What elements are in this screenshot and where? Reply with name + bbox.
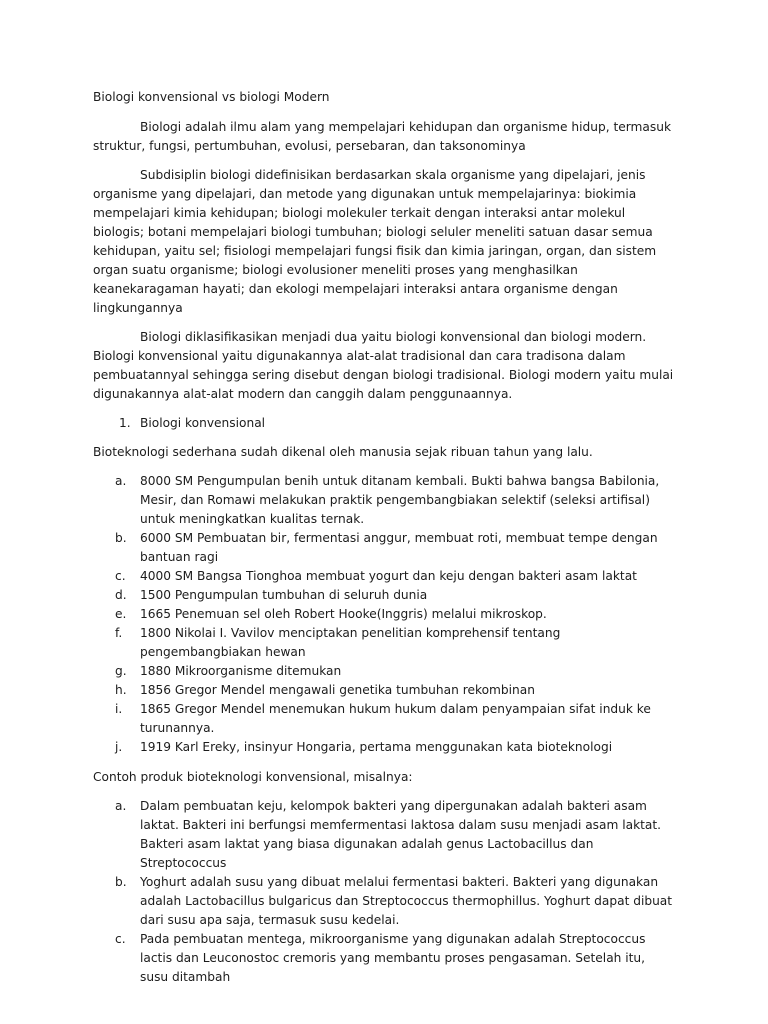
list-item-text: 1500 Pengumpulan tumbuhan di seluruh dunia <box>140 588 428 602</box>
list-item-text: 1919 Karl Ereky, insinyur Hongaria, pertama menggunakan kata bioteknologi <box>140 740 613 754</box>
list-marker: e. <box>115 607 127 621</box>
list-marker: c. <box>115 569 126 583</box>
list-item <box>93 662 675 681</box>
list-item <box>93 681 675 700</box>
list-marker: b. <box>115 531 127 545</box>
list-item-text: 4000 SM Bangsa Tionghoa membuat yogurt dan keju dengan bakteri asam laktat <box>140 569 637 583</box>
list-item <box>93 605 675 624</box>
section-heading: Biologi konvensional <box>140 416 266 430</box>
paragraph-definition: Biologi adalah ilmu alam yang mempelajari kehidupan dan organisme hidup, termasuk struktur, fungsi, pertumbuhan, evolusi, persebaran, dan taksonominya <box>93 120 672 153</box>
list-marker: b. <box>115 875 127 889</box>
list-item-text: 1800 Nikolai I. Vavilov menciptakan penelitian komprehensif tentang pengembangbiakan hewan <box>140 626 561 659</box>
list-item <box>93 700 675 738</box>
list-item <box>93 738 675 757</box>
list-item-text: Dalam pembuatan keju, kelompok bakteri yang dipergunakan adalah bakteri asam laktat. Bakteri ini berfungsi memfermentasi laktosa dalam susu menjadi asam laktat. Bakteri asam laktat yang biasa digunakan adalah genus Lactobacillus dan Streptococcus <box>140 799 662 870</box>
list-marker: a. <box>115 474 127 488</box>
list-item-text: 6000 SM Pembuatan bir, fermentasi anggur, membuat roti, membuat tempe dengan bantuan ragi <box>140 531 658 564</box>
list-marker: f. <box>115 626 123 640</box>
list-item <box>93 472 675 529</box>
list-item-text: 1856 Gregor Mendel mengawali genetika tumbuhan rekombinan <box>140 683 535 697</box>
list-marker: d. <box>115 588 127 602</box>
list-item <box>93 797 675 873</box>
section-item <box>93 414 675 433</box>
section-list <box>93 414 675 433</box>
produk-intro: Contoh produk bioteknologi konvensional, misalnya: <box>93 770 413 784</box>
list-item <box>93 586 675 605</box>
list-item <box>93 624 675 662</box>
list-item <box>93 930 675 987</box>
bioteknologi-intro: Bioteknologi sederhana sudah dikenal oleh manusia sejak ribuan tahun yang lalu. <box>93 445 593 459</box>
list-item-text: 1880 Mikroorganisme ditemukan <box>140 664 342 678</box>
list-item-text: Yoghurt adalah susu yang dibuat melalui fermentasi bakteri. Bakteri yang digunakan adalah Lactobacillus bulgaricus dan Streptococcus thermophillus. Yoghurt dapat dibuat dari susu apa saja, termasuk susu kedelai. <box>140 875 673 927</box>
document-body <box>93 88 675 998</box>
list-item <box>93 529 675 567</box>
list-marker: h. <box>115 683 127 697</box>
list-item-text: Pada pembuatan mentega, mikroorganisme yang digunakan adalah Streptococcus lactis dan Leuconostoc cremoris yang membantu proses pengasaman. Setelah itu, susu ditambah <box>140 932 646 984</box>
list-item-text: 1865 Gregor Mendel menemukan hukum hukum dalam penyampaian sifat induk ke turunannya. <box>140 702 651 735</box>
list-marker: a. <box>115 799 127 813</box>
produk-list <box>93 797 675 987</box>
list-marker: j. <box>115 740 123 754</box>
list-marker: g. <box>115 664 127 678</box>
section-marker: 1. <box>119 416 131 430</box>
list-marker: i. <box>115 702 123 716</box>
history-list <box>93 472 675 757</box>
paragraph-subdisciplines: Subdisiplin biologi didefinisikan berdasarkan skala organisme yang dipelajari, jenis organisme yang dipelajari, dan metode yang digunakan untuk mempelajarinya: biokimia mempelajari kimia kehidupan; biologi molekuler terkait dengan interaksi antar molekul biologis; botani mempelajari biologi tumbuhan; biologi seluler meneliti satuan dasar semua kehidupan, yaitu sel; fisiologi mempelajari fungsi fisik dan kimia jaringan, organ, dan sistem organ suatu organisme; biologi evolusioner meneliti proses yang menghasilkan keanekaragaman hayati; dan ekologi mempelajari interaksi antara organisme dengan lingkungannya <box>93 168 657 315</box>
list-item <box>93 567 675 586</box>
list-item-text: 1665 Penemuan sel oleh Robert Hooke(Inggris) melalui mikroskop. <box>140 607 547 621</box>
list-item <box>93 873 675 930</box>
document-title: Biologi konvensional vs biologi Modern <box>93 90 330 104</box>
list-item-text: 8000 SM Pengumpulan benih untuk ditanam kembali. Bukti bahwa bangsa Babilonia, Mesir, dan Romawi melakukan praktik pengembangbiakan selektif (seleksi artifisal) untuk meningkatkan kualitas ternak. <box>140 474 660 526</box>
list-marker: c. <box>115 932 126 946</box>
paragraph-classification: Biologi diklasifikasikan menjadi dua yaitu biologi konvensional dan biologi modern. Biologi konvensional yaitu digunakannya alat-alat tradisional dan cara tradisona dalam pembuatannyal sehingga sering disebut dengan biologi tradisional. Biologi modern yaitu mulai digunakannya alat-alat modern dan canggih dalam penggunaannya. <box>93 330 674 401</box>
